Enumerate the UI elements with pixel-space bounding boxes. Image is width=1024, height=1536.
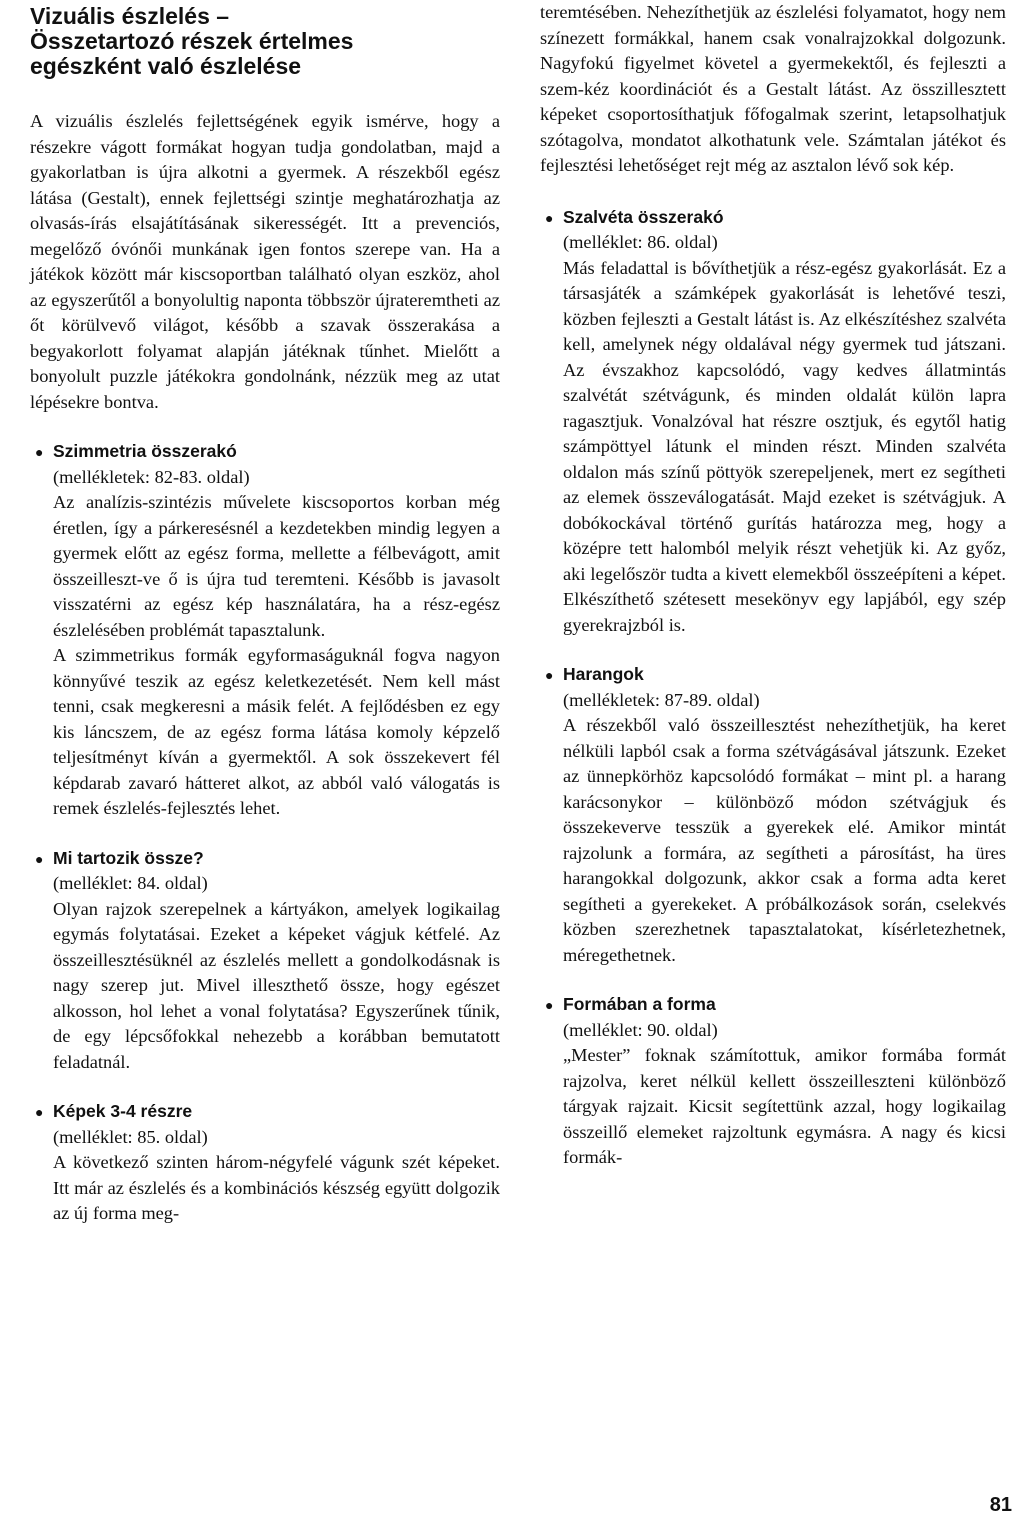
section-ref: (melléklet: 86. oldal) (563, 232, 718, 252)
right-column (540, 0, 1006, 1171)
bullet-icon: ● (35, 852, 44, 868)
title-line-3: egészként való észlelése (30, 53, 302, 79)
section-title: Képek 3-4 részre (53, 1101, 193, 1121)
section-paragraph: A következő szinten három-négyfelé vágunk szét képeket. Itt már az észlelés és a kombinációs készség együtt dolgozik az új forma meg- (53, 1152, 500, 1223)
section-formaban (540, 992, 1006, 1171)
bullet-icon: ● (545, 211, 554, 227)
bullet-icon: ● (35, 446, 44, 461)
section-title: Szimmetria összerakó (53, 441, 237, 461)
section-title: Harangok (563, 664, 644, 684)
section-ref: (melléklet: 90. oldal) (563, 1019, 718, 1040)
section-paragraph: A szimmetrikus formák egyformaságuknál fogva nagyon könnyűvé teszik az egész keletkezetését. Nem kell mást tenni, csak megkeresni a másik felét. A fejlődésben ez egy kis láncszem, de az egész forma látása komoly képzelő teljesítményt kíván a gyermektől. A sok összekevert fél képdarab zavaró hátteret alkot, az abból való válogatás is remek észlelés-fejlesztés lehet. (53, 645, 500, 818)
page-title (30, 0, 500, 79)
section-ref: (melléklet: 84. oldal) (53, 873, 208, 893)
section-paragraph: Olyan rajzok szerepelnek a kártyákon, amelyek logikailag egymás folytatásai. Ezeket a képeket vágjuk kétfelé. Az összeillesztésüknél az észlelés mellett a gondolkodásnak is nagy szerep jut. Mivel illeszthető össze, hogy egészet alkosson, hol lehet a vonal folytatása? Egyszerűnek tűnik, de egy lépcsőfokkal nehezebb a korábban bemutatott feladatnál. (53, 898, 500, 1072)
section-paragraph: Más feladattal is bővíthetjük a rész-egész gyakorlását. Ez a társasjáték a számképek gyakorlását is lehetővé teszi, közben fejleszti a Gestalt látást is. Az elkészítéshez szalvéta kell, amelynek négy oldalával négy gyermek tud játszani. Az évszakhoz kapcsolódó, vagy kedves állatmintás szalvétát szétvágunk, és minden oldalát külön lapra ragasztjuk. Vonalzóval hat részre osztjuk, és egytől hatig számpöttyel látunk el minden részt. Minden szalvéta oldalon más színű pöttyök szerepeljenek, mert ez segítheti az elemek összeválogatását. Majd ezeket is szétvágjuk. A dobókockával történő gurítás határozza meg, hogy a középre tett halomból melyik részt vehetjük ki. Az győz, aki legelőször tudta a kivett elemekből összeépíteni a képet. Elkészíthető szétesett mesekönyv egy lapjából, egy szép gyerekrajzból is. (563, 257, 1006, 635)
title-line-1: Vizuális észlelés – (30, 3, 230, 29)
section-title: Mi tartozik össze? (53, 847, 204, 868)
page-number: 81 (989, 1494, 1012, 1516)
section-ref: (melléklet: 85. oldal) (53, 1126, 208, 1147)
section-mi-tartozik (30, 846, 500, 1076)
section-paragraph: „Mester” foknak számítottuk, amikor formába formát rajzolva, keret nélkül kellett összeilleszteni különböző tárgyak rajzait. Kicsit segítettünk azzal, hogy logikailag összeillő elemeket rajzoltunk egymásra. A nagy és kicsi formák- (563, 1045, 1006, 1167)
intro-paragraph: A vizuális észlelés fejlettségének egyik ismérve, hogy a részekre vágott formákat hogyan tudja gondolatban, majd a gyakorlatban is újra alkotni a gyermek. A részekből egész látása (Gestalt), ennek fejlettségi szintje meghatározhatja az olvasás-írás elsajátításának sikerességét. Itt a prevenciós, megelőző óvónői munkának igen fontos szerepe van. Ha a játékok között már kiscsoportban található olyan eszköz, ahol az egyszerűtől a bonyolultig naponta többször újrateremtheti az őt körülvevő világot, később a szavak összerakása a begyakorlott folyamat alapján játéknak tűnhet. Mielőtt a bonyolult puzzle játékokra gondolnánk, nézzük meg az utat lépésekre bontva. (30, 111, 500, 412)
section-ref: (mellékletek: 82-83. oldal) (53, 466, 250, 487)
bullet-icon: ● (35, 1106, 44, 1121)
section-paragraph: Az analízis-szintézis művelete kiscsoportos korban még éretlen, így a párkeresésnél a kezdetekben mindig legyen a gyermek előtt az egész forma, mellette a félbevágott, amit összeilleszt-ve ő is újra tud teremteni. Később is javasolt visszatérni az egész kép használatára, ha a rész-egész észlelésében problémát tapasztalunk. (53, 492, 500, 640)
section-title: Szalvéta összerakó (563, 206, 724, 227)
section-paragraph: A részekből való összeillesztést nehezíthetjük, ha keret nélküli lapból csak a forma szétvágásával játszunk. Ezeket az ünnepkörhöz kapcsolódó formákat – mint pl. a harang karácsonykor – különböző módon szétvágjuk és összekeverve tesszük a gyerekek elé. Amikor mintát rajzolunk a formára, az segítheti a párosítást, ha üres harangokkal dolgozunk, akkor csak a forma adta keret segítheti a gyerekeket. A próbálkozások során, cselekvés közben szerezhetnek tapasztalatokat, kísérletezhetnek, méregethetnek. (563, 715, 1006, 965)
continued-paragraph: teremtésében. Nehezíthetjük az észlelési folyamatot, hogy nem színezett formákkal, hanem csak vonalrajzokkal dolgozunk. Nagyfokú figyelmet követel a gyermekektől, és fejleszti a szem-kéz koordinációt és a Gestalt látást. Az összillesztett képeket csoportosíthatjuk főfogalmak szerint, letapsolhatjuk szótagolva, mondatot alkothatunk vele. Számtalan játékot és fejlesztési lehetőséget rejt még az asztalon lévő sok kép. (540, 2, 1006, 175)
title-line-2: Összetartozó részek értelmes (30, 28, 354, 54)
section-harangok (540, 662, 1006, 968)
section-szimmetria (30, 439, 500, 822)
bullet-icon: ● (545, 999, 554, 1014)
section-title: Formában a forma (563, 994, 716, 1014)
section-kepek (30, 1099, 500, 1227)
bullet-icon: ● (545, 669, 554, 684)
section-szalveta (540, 205, 1006, 639)
left-column (30, 0, 500, 1227)
section-ref: (mellékletek: 87-89. oldal) (563, 689, 760, 710)
